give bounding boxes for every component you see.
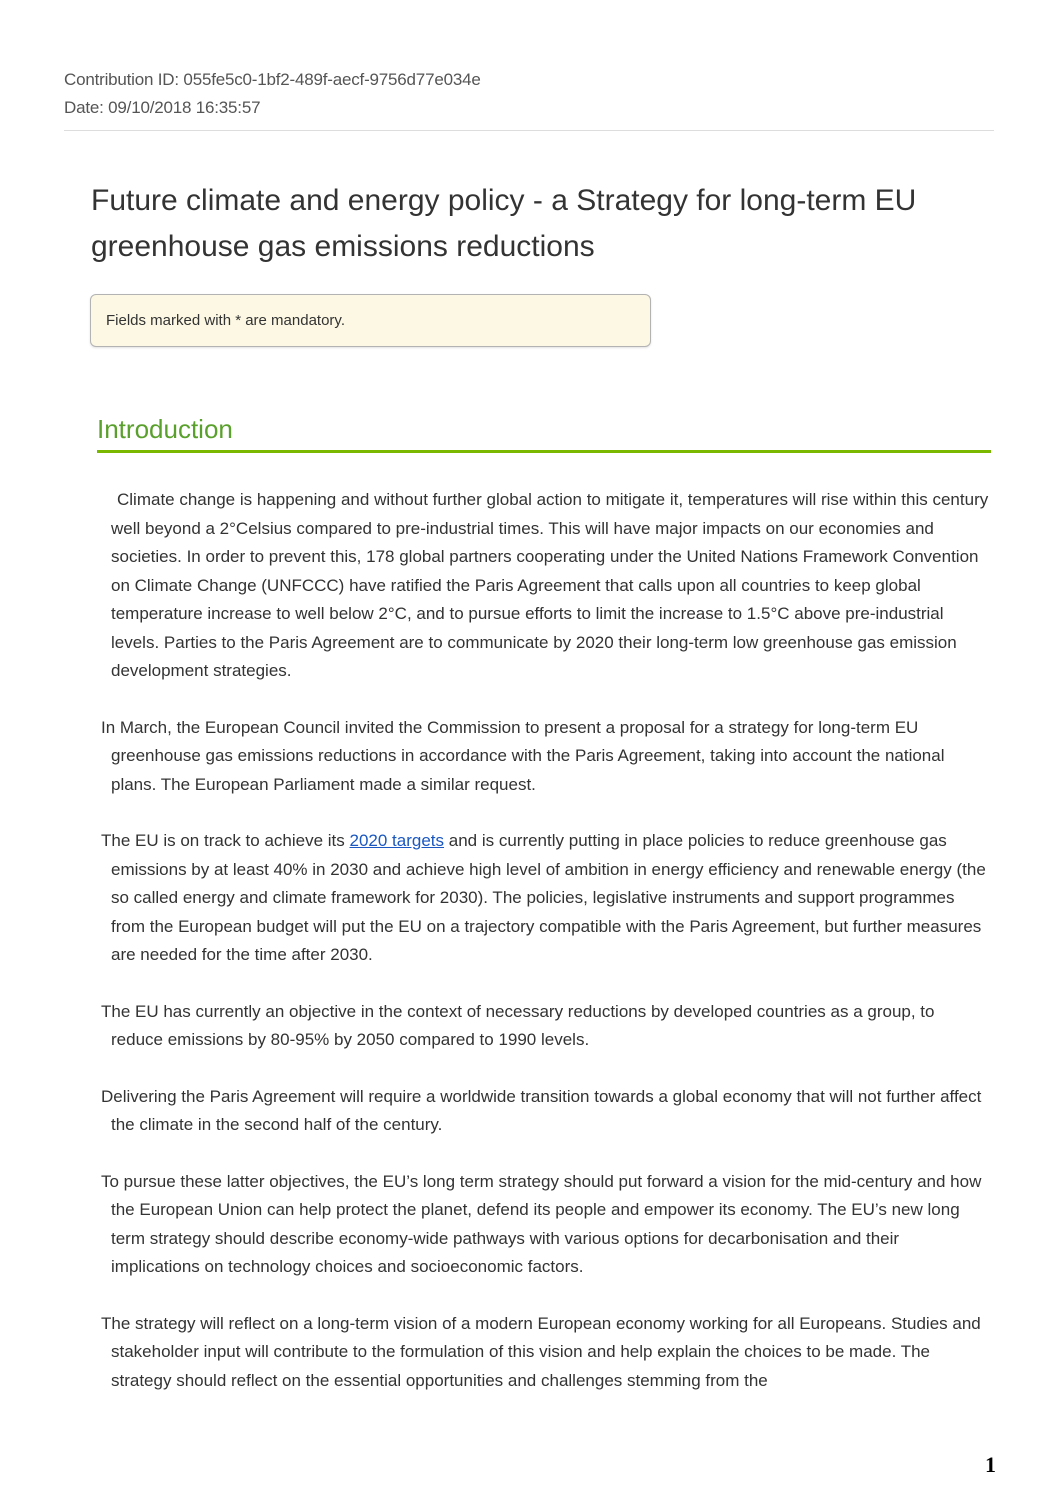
paragraph-5: Delivering the Paris Agreement will require a worldwide transition towards a global economy that will not further affect the climate in the second half of the century. [101,1086,982,1134]
paragraph-4: The EU has currently an objective in the context of necessary reductions by developed countries as a group, to reduce emissions by 80-95% by 2050 compared to 1990 levels. [101,1001,935,1049]
section-title-introduction: Introduction [97,414,233,444]
mandatory-fields-text: Fields marked with * are mandatory. [106,312,345,329]
survey-title: Future climate and energy policy - a Strategy for long-term EU greenhouse gas emissions reductions [91,184,917,263]
page-number: 1 [985,1452,996,1477]
section-divider [97,450,991,453]
contribution-meta [64,66,481,122]
introduction-body [101,486,991,1423]
link-2020-targets[interactable]: 2020 targets [349,831,445,850]
paragraph-3-end: and is currently putting in place policies to reduce greenhouse gas emissions by at least 40% in 2030 and achieve high level of ambition in energy efficiency and renewable energy (the so called energy and climate framework for 2030). The policies, legislative instruments and support programmes from the European budget will put the EU on a trajectory compatible with the Paris Agreement, but further measures are needed for the time after 2030. [111,831,986,964]
header-divider [64,130,994,131]
paragraph-7: The strategy will reflect on a long-term vision of a modern European economy working for all Europeans. Studies and stakeholder input will contribute to the formulation of this vision and help explain the choices to be made. The strategy should reflect on the essential opportunities and challenges stemming from the [101,1313,981,1390]
mandatory-fields-notice [90,294,651,347]
paragraph-3-start: The EU is on track to achieve its [101,831,350,850]
paragraph-2: In March, the European Council invited the Commission to present a proposal for a strategy for long-term EU greenhouse gas emissions reductions in accordance with the Paris Agreement, taking into account the national plans. The European Parliament made a similar request. [101,717,945,794]
contribution-id: Contribution ID: 055fe5c0-1bf2-489f-aecf-9756d77e034e [64,70,481,89]
paragraph-6: To pursue these latter objectives, the EU’s long term strategy should put forward a vision for the mid-century and how the European Union can help protect the planet, defend its people and empower its economy. The EU’s new long term strategy should describe economy-wide pathways with various options for decarbonisation and their implications on technology choices and socioeconomic factors. [101,1171,982,1276]
paragraph-3 [101,827,991,970]
paragraph-1: Climate change is happening and without further global action to mitigate it, temperatures will rise within this century well beyond a 2°Celsius compared to pre-industrial times. This will have major impacts on our economies and societies. In order to prevent this, 178 global partners cooperating under the United Nations Framework Convention on Climate Change (UNFCCC) have ratified the Paris Agreement that calls upon all countries to keep global temperature increase to well below 2°C, and to pursue efforts to limit the increase to 1.5°C above pre-industrial levels. Parties to the Paris Agreement are to communicate by 2020 their long-term low greenhouse gas emission development strategies. [111,490,989,680]
contribution-date: Date: 09/10/2018 16:35:57 [64,98,261,117]
